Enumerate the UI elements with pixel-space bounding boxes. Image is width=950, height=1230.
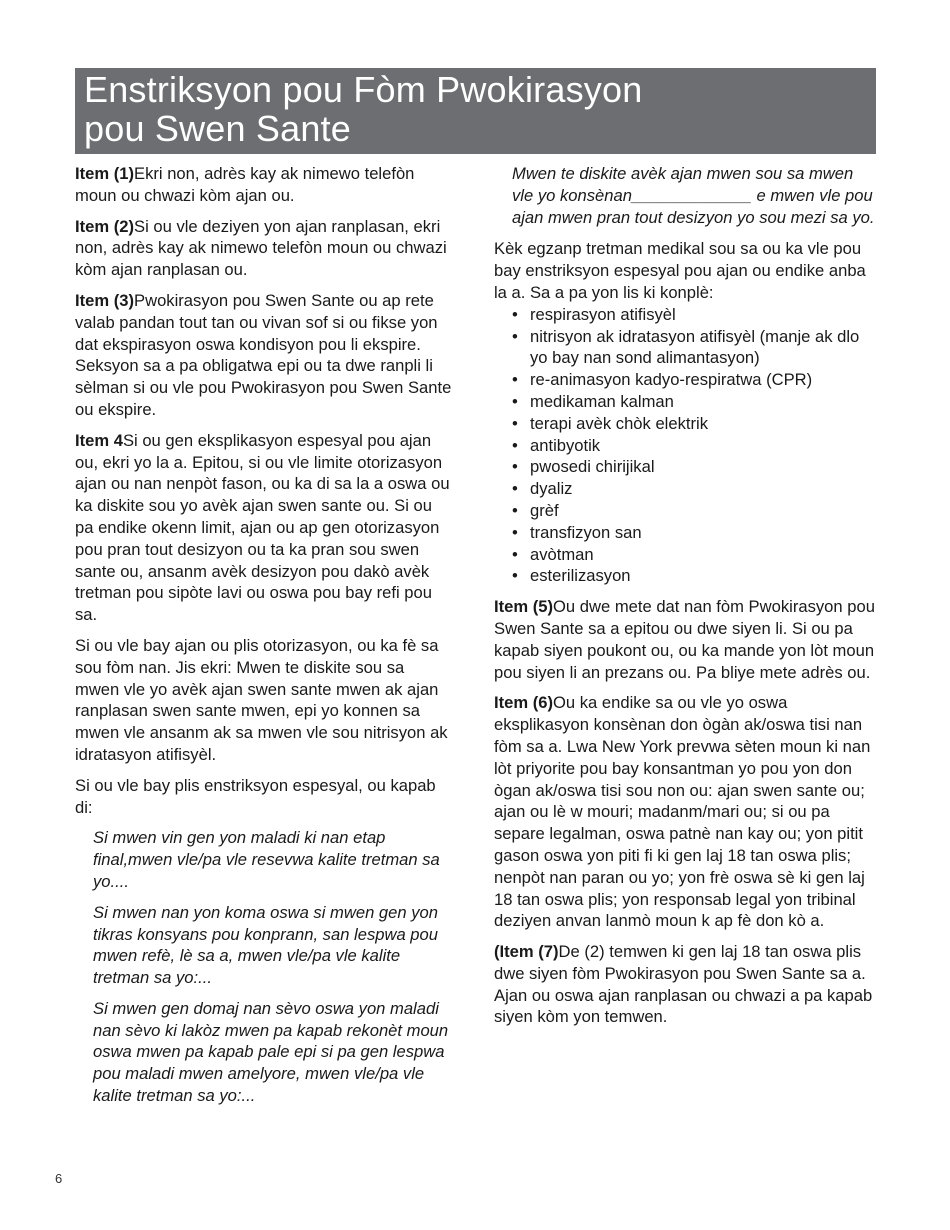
item-7-text: De (2) temwen ki gen laj 18 tan oswa plis dwe siyen fòm Pwokirasyon pou Swen Sante sa a. Ajan ou oswa ajan ranplasan ou chwazi a pa kapab siyen kòm yon temwen. xyxy=(494,942,873,1027)
item-5-text: Ou dwe mete dat nan fòm Pwokirasyon pou Swen Sante sa a epitou ou dwe siyen li. Si ou pa kapab siyen poukont ou, ou ka mande yon lòt moun pou siyen li an prezans ou. Pa bliye mete adrès ou. xyxy=(494,597,875,682)
bullet-icon: • xyxy=(512,304,518,324)
title-banner xyxy=(75,68,876,154)
item-4-text: Si ou gen eksplikasyon espesyal pou ajan ou, ekri yo la a. Epitou, si ou vle limite otorizasyon ajan ou nan nenpòt fason, ou ka di sa la a oswa ou ka diskite sou yo avèk ajan swen sante ou. Si ou pa endike okenn limit, ajan ou ap gen otorizasyon pou pran tout desizyon ou ta ka pran sou swen sante ou, ansanm avèk desizyon pou dakò avèk tretman pou sipòte lavi ou oswa pou bay refi pou sa. xyxy=(75,430,450,625)
bullet-icon: • xyxy=(512,391,518,411)
list-item xyxy=(512,326,879,370)
list-item-text: transfizyon san xyxy=(530,522,642,542)
item-2-text: Si ou vle deziyen yon ajan ranplasan, ekri non, adrès kay ak nimewo telefòn moun ou chwazi kòm ajan ranplasan ou. xyxy=(75,216,447,280)
example-quote-1: Si mwen vin gen yon maladi ki nan etap final,mwen vle/pa vle resevwa kalite tretman sa yo.... xyxy=(93,828,440,891)
bullet-icon: • xyxy=(512,326,518,346)
list-item-text: esterilizasyon xyxy=(530,566,631,586)
title-line-2: pou Swen Sante xyxy=(84,108,351,149)
bullet-icon: • xyxy=(512,457,518,477)
list-item-text: medikaman kalman xyxy=(530,391,674,411)
list-item xyxy=(512,413,879,435)
left-column xyxy=(75,163,453,1116)
bullet-icon: • xyxy=(512,544,518,564)
list-item-text: pwosedi chirijikal xyxy=(530,457,655,477)
item-3-label: Item (3) xyxy=(75,290,135,310)
item-1-label: Item (1) xyxy=(75,164,135,183)
more-instructions-paragraph: Si ou vle bay plis enstriksyon espesyal, ou kapab di: xyxy=(75,775,436,817)
title-line-1: Enstriksyon pou Fòm Pwokirasyon xyxy=(84,69,643,110)
list-item xyxy=(512,369,879,391)
bullet-icon: • xyxy=(512,566,518,586)
item-3-paragraph xyxy=(75,290,453,421)
list-item xyxy=(512,304,879,326)
treatment-list xyxy=(494,304,879,587)
example-quote-3: Si mwen gen domaj nan sèvo oswa yon maladi nan sèvo ki lakòz mwen pa kapab rekonèt moun oswa mwen pa kapab pale epi si pa gen lespwa pou maladi mwen amelyore, mwen vle/pa vle kalite tretman sa yo:... xyxy=(93,998,449,1106)
list-item xyxy=(512,565,879,587)
item-5-label: Item (5) xyxy=(494,597,554,617)
item-2-label: Item (2) xyxy=(75,216,135,236)
bullet-icon: • xyxy=(512,479,518,499)
page-number: 6 xyxy=(55,1171,63,1186)
item-5-paragraph xyxy=(494,596,879,683)
list-item-text: terapi avèk chòk elektrik xyxy=(530,413,709,433)
page-title xyxy=(84,70,866,148)
list-item xyxy=(512,544,879,566)
more-authority-paragraph: Si ou vle bay ajan ou plis otorizasyon, ou ka fè sa sou fòm nan. Jis ekri: Mwen te diskite sou sa mwen vle yo avèk ajan swen sante mwen ak ajan ranplasan swen sante mwen, epi yo konnen sa mwen vle ansanm ak sa mwen vle sou nitrisyon ak idratasyon atifisyèl. xyxy=(75,635,448,764)
item-3-text: Pwokirasyon pou Swen Sante ou ap rete valab pandan tout tan ou vivan sof si ou fikse yon dat ekspirasyon oswa kondisyon pou li ekspire. Seksyon sa a pa obligatwa epi ou ta dwe ranpli li sèlman si ou vle pou Pwokirasyon pou Swen Sante ou ekspire. xyxy=(75,290,452,419)
examples-intro-paragraph: Kèk egzanp tretman medikal sou sa ou ka vle pou bay enstriksyon espesyal pou ajan ou endike anba la a. Sa a pa yon lis ki konplè: xyxy=(494,239,866,302)
bullet-icon: • xyxy=(512,522,518,542)
item-6-label: Item (6) xyxy=(494,693,554,713)
example-quote-continued: Mwen te diskite avèk ajan mwen sou sa mwen vle yo konsènan_____________ e mwen vle pou ajan mwen pran tout desizyon yo sou mezi sa yo. xyxy=(512,164,875,227)
list-item-text: re-animasyon kadyo-respiratwa (CPR) xyxy=(530,370,813,390)
bullet-icon: • xyxy=(512,370,518,390)
list-item xyxy=(512,391,879,413)
bullet-icon: • xyxy=(512,500,518,520)
list-item-text: respirasyon atifisyèl xyxy=(530,304,676,324)
item-7-paragraph xyxy=(494,941,879,1028)
item-4-paragraph xyxy=(75,430,453,626)
list-item xyxy=(512,522,879,544)
right-column xyxy=(494,163,879,1037)
item-1-text: Ekri non, adrès kay ak nimewo telefòn moun ou chwazi kòm ajan ou. xyxy=(75,164,415,205)
list-item-text: dyaliz xyxy=(530,479,573,499)
list-item-text: antibyotik xyxy=(530,435,601,455)
list-item-text: avòtman xyxy=(530,544,594,564)
list-item xyxy=(512,500,879,522)
list-item-text: nitrisyon ak idratasyon atifisyèl (manje ak dlo yo bay nan sond alimantasyon) xyxy=(530,326,860,368)
item-6-text: Ou ka endike sa ou vle yo oswa eksplikasyon konsènan don ògàn ak/oswa tisi nan fòm sa a. Lwa New York prevwa sèten moun ki nan lòt priyorite pou bay konsantman yo pou yon don ògan ak/oswa tisi sou non ou: ajan swen sante ou; ajan ou lè w mouri; madanm/mari ou; si ou pa separe legalman, oswa patnè nan kay ou; yon pitit gason oswa yon piti fi ki gen laj 18 tan oswa plis; nenpòt nan paran ou yo; yon frè oswa sè ki gen laj 18 tan oswa plis; yon responsab legal yon tribinal deziyen anvan lanmò moun k ap fè don kò a. xyxy=(494,693,871,931)
item-6-paragraph xyxy=(494,692,879,932)
list-item xyxy=(512,435,879,457)
list-item xyxy=(512,456,879,478)
list-item xyxy=(512,478,879,500)
bullet-icon: • xyxy=(512,413,518,433)
bullet-icon: • xyxy=(512,435,518,455)
item-1-paragraph xyxy=(75,163,453,207)
example-quote-2: Si mwen nan yon koma oswa si mwen gen yon tikras konsyans pou konprann, san lespwa pou mwen refè, lè sa a, mwen vle/pa vle kalite tretman sa yo:... xyxy=(93,902,438,988)
item-2-paragraph xyxy=(75,216,453,281)
item-4-label: Item 4 xyxy=(75,430,123,450)
item-7-label: (Item (7) xyxy=(494,942,559,962)
list-item-text: grèf xyxy=(530,500,559,520)
